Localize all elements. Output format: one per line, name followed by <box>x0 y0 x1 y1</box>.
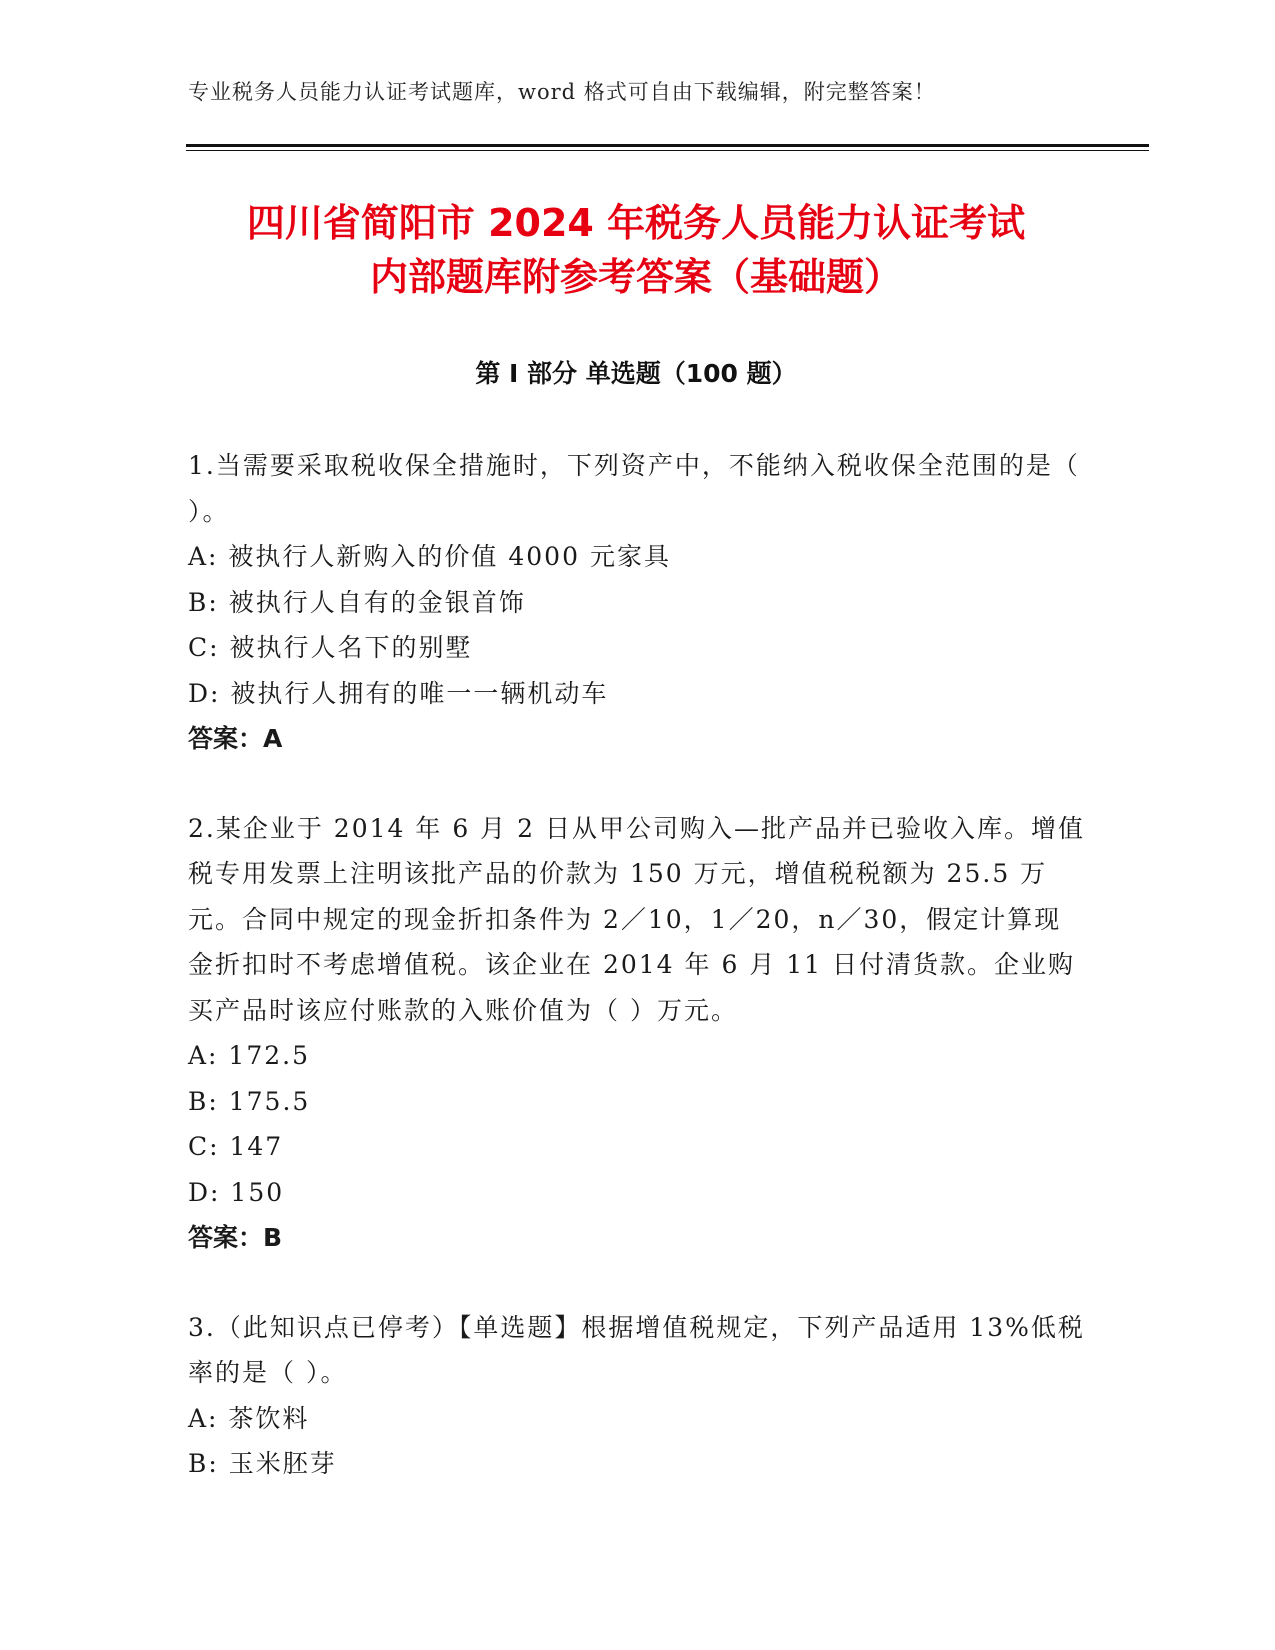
question-3 <box>188 1305 1088 1487</box>
question-stem: 1.当需要采取税收保全措施时，下列资产中，不能纳入税收保全范围的是（ ）。 <box>188 451 1080 526</box>
header-divider-thick <box>186 144 1149 147</box>
document-title <box>186 196 1086 304</box>
option-a: A: 茶饮料 <box>188 1403 310 1433</box>
option-d: D: 150 <box>188 1177 285 1207</box>
question-stem: 2.某企业于 2014 年 6 月 2 日从甲公司购入—批产品并已验收入库。增值税专用发票上注明该批产品的价款为 150 万元，增值税税额为 25.5 万元。合同中规定的现金折扣条件为 2／10，1／20，n／30，假定计算现金折扣时不考虑增值税。该企业在 2014 年 6 月 11 日付清货款。企业购买产品时该应付账款的入账价值为（ ）万元。 <box>188 813 1085 1025</box>
option-b: B: 175.5 <box>188 1086 311 1116</box>
option-a: A: 172.5 <box>188 1041 310 1070</box>
option-b: B: 玉米胚芽 <box>188 1449 337 1478</box>
answer: 答案：A <box>188 724 283 753</box>
option-a: A: 被执行人新购入的价值 4000 元家具 <box>188 542 671 571</box>
question-2 <box>188 806 1088 1261</box>
document-title-line-1: 四川省简阳市 2024 年税务人员能力认证考试 <box>246 201 1026 245</box>
option-c: C: 147 <box>188 1132 284 1161</box>
option-b: B: 被执行人自有的金银首饰 <box>188 587 526 617</box>
document-title-line-2: 内部题库附参考答案（基础题） <box>369 255 902 299</box>
question-list <box>188 443 1088 1531</box>
section-title: 第 I 部分 单选题（100 题） <box>475 359 797 388</box>
option-c: C: 被执行人名下的别墅 <box>188 633 473 662</box>
question-1 <box>188 443 1088 762</box>
question-stem: 3.（此知识点已停考）【单选题】根据增值税规定，下列产品适用 13%低税率的是（ ）。 <box>188 1312 1085 1387</box>
option-d: D: 被执行人拥有的唯一一辆机动车 <box>188 678 609 708</box>
answer: 答案：B <box>188 1223 283 1252</box>
header-divider-thin <box>186 150 1149 151</box>
header-note: 专业税务人员能力认证考试题库，word 格式可自由下载编辑，附完整答案！ <box>188 80 936 104</box>
